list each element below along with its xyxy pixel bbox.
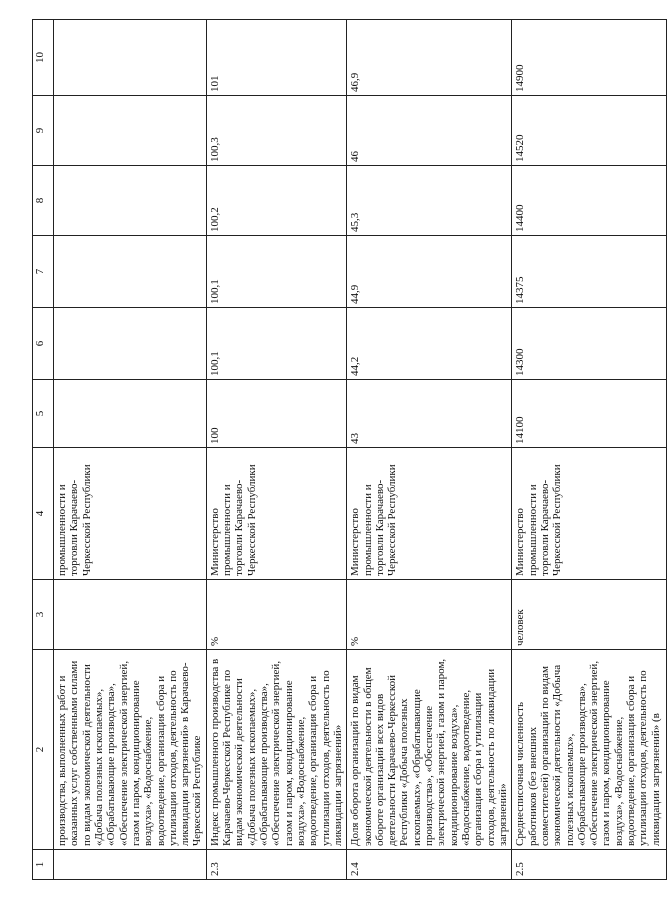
indicators-table bbox=[32, 19, 667, 880]
responsible-cell: Министерство промышленности и торговли Карачаево-Черкесской Республики bbox=[206, 448, 346, 580]
value-cell: 44,2 bbox=[347, 308, 512, 380]
value-cell bbox=[54, 166, 207, 236]
rotated-table-wrapper bbox=[32, 20, 662, 880]
table-row bbox=[512, 20, 667, 880]
table-row bbox=[206, 20, 346, 880]
value-cell: 101 bbox=[206, 20, 346, 96]
column-header: 2 bbox=[33, 650, 54, 850]
column-header: 6 bbox=[33, 308, 54, 380]
value-cell bbox=[54, 308, 207, 380]
value-cell: 100,3 bbox=[206, 96, 346, 166]
value-cell bbox=[54, 380, 207, 448]
column-header: 1 bbox=[33, 850, 54, 880]
responsible-cell: промышленности и торговли Карачаево-Черкесской Республики bbox=[54, 448, 207, 580]
value-cell: 100 bbox=[206, 380, 346, 448]
value-cell: 14375 bbox=[512, 236, 667, 308]
column-header: 3 bbox=[33, 580, 54, 650]
unit-cell bbox=[54, 580, 207, 650]
row-number: 2.3 bbox=[206, 850, 346, 880]
value-cell bbox=[54, 96, 207, 166]
header-row bbox=[33, 20, 54, 880]
value-cell: 100,1 bbox=[206, 236, 346, 308]
row-number: 2.4 bbox=[347, 850, 512, 880]
indicator-name: производства, выполненных работ и оказанных услуг собственными силами по видам экономической деятельности «Добыча полезных ископаемых», «Обрабатывающие производства», «Обеспечение электрической энергией, газом и паром, кондиционирование воздуха», «Водоснабжение, водоотведение, организация сбора и утилизации отходов, деятельность по ликвидации загрязнений» в Карачаево-Черкесской Республике bbox=[54, 650, 207, 850]
table-row bbox=[347, 20, 512, 880]
indicator-name: Среднесписочная численность работников (без внешних совместителей) организаций по видам экономической деятельности «Добыча полезных ископаемых», «Обрабатывающие производства», «Обеспечение электрической энергией, газом и паром, кондиционирование воздуха», «Водоснабжение, водоотведение, организация сбора и утилизации отходов, деятельность по ликвидации загрязнений» (в bbox=[512, 650, 667, 850]
responsible-cell: Министерство промышленности и торговли Карачаево-Черкесской Республики bbox=[347, 448, 512, 580]
column-header: 7 bbox=[33, 236, 54, 308]
indicator-name: Доля оборота организаций по видам экономической деятельности в общем обороте организаций всех видов деятельности Карачаево-Черкесской Республики «Добыча полезных ископаемых», «Обрабатывающие производства», «Обеспечение электрической энергией, газом и паром, кондиционирование воздуха», «Водоснабжение, водоотведение, организация сбора и утилизации отходов, деятельность по ликвидации загрязнений» bbox=[347, 650, 512, 850]
value-cell bbox=[54, 236, 207, 308]
value-cell bbox=[54, 20, 207, 96]
column-header: 9 bbox=[33, 96, 54, 166]
column-header: 4 bbox=[33, 448, 54, 580]
responsible-cell: Министерство промышленности и торговли Карачаево-Черкесской Республики bbox=[512, 448, 667, 580]
unit-cell: % bbox=[347, 580, 512, 650]
value-cell: 44,9 bbox=[347, 236, 512, 308]
row-number: 2.5 bbox=[512, 850, 667, 880]
column-header: 10 bbox=[33, 20, 54, 96]
value-cell: 14520 bbox=[512, 96, 667, 166]
row-number bbox=[54, 850, 207, 880]
unit-cell: человек bbox=[512, 580, 667, 650]
indicator-name: Индекс промышленного производства в Карачаево-Черкесской Республике по видам экономической деятельности «Добыча полезных ископаемых», «Обрабатывающие производства», «Обеспечение электрической энергией, газом и паром, кондиционирование воздуха», «Водоснабжение, водоотведение, организация сбора и утилизации отходов, деятельность по ликвидации загрязнений» bbox=[206, 650, 346, 850]
value-cell: 14900 bbox=[512, 20, 667, 96]
value-cell: 43 bbox=[347, 380, 512, 448]
column-header: 8 bbox=[33, 166, 54, 236]
column-header: 5 bbox=[33, 380, 54, 448]
value-cell: 46,9 bbox=[347, 20, 512, 96]
value-cell: 100,2 bbox=[206, 166, 346, 236]
value-cell: 100,1 bbox=[206, 308, 346, 380]
value-cell: 14400 bbox=[512, 166, 667, 236]
value-cell: 14300 bbox=[512, 308, 667, 380]
unit-cell: % bbox=[206, 580, 346, 650]
value-cell: 14100 bbox=[512, 380, 667, 448]
value-cell: 46 bbox=[347, 96, 512, 166]
value-cell: 45,3 bbox=[347, 166, 512, 236]
table-row bbox=[54, 20, 207, 880]
